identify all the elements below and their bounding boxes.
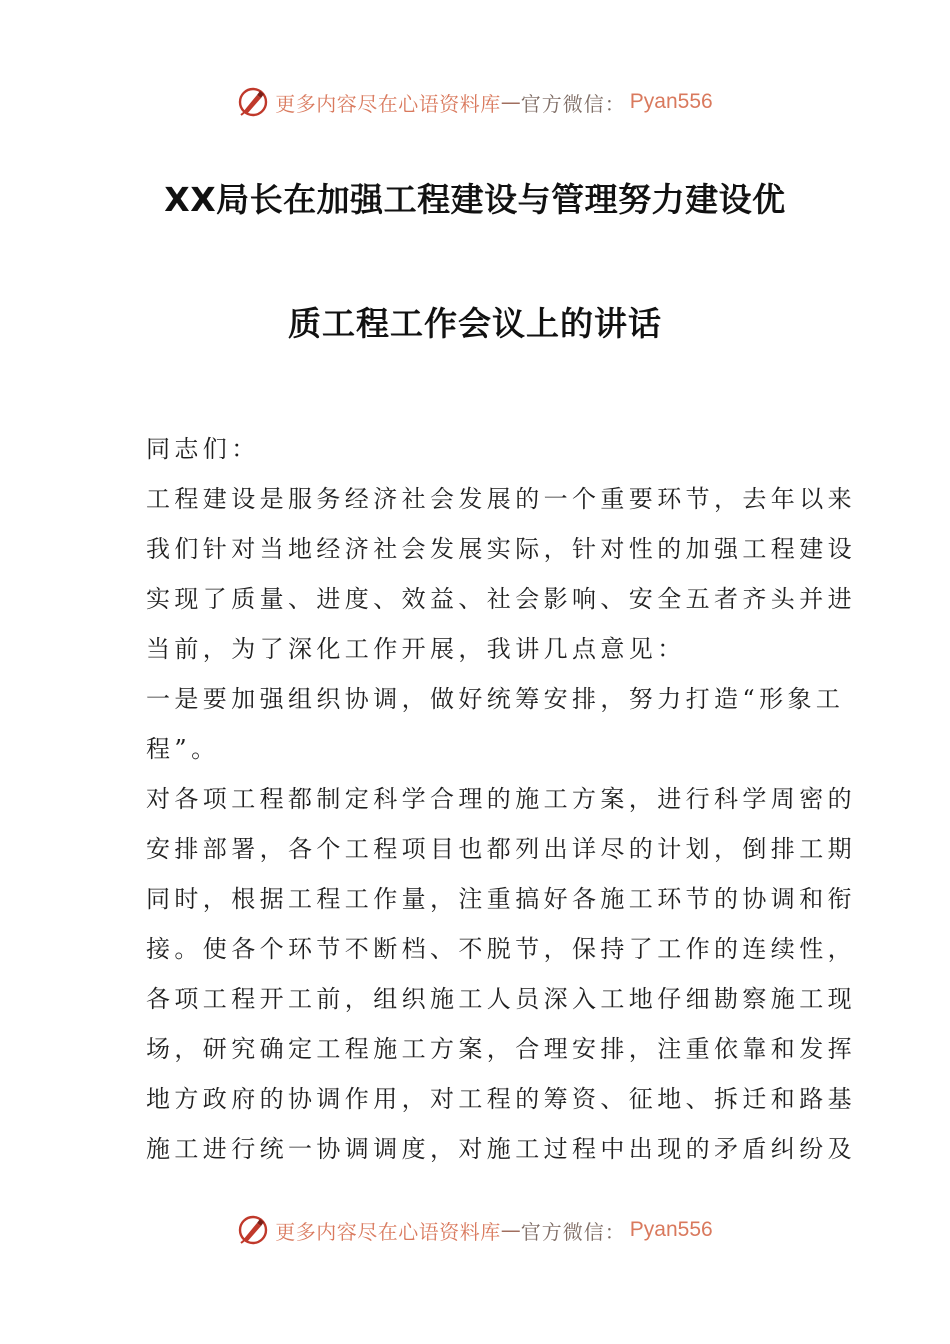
body-line: 各项工程开工前，组织施工人员深入工地仔细勘察施工现 bbox=[146, 985, 856, 1013]
document-title-line-1: XX局长在加强工程建设与管理努力建设优 bbox=[164, 180, 786, 219]
body-line: 实现了质量、进度、效益、社会影响、安全五者齐头并进 bbox=[146, 585, 856, 613]
body-line: 当前，为了深化工作开展，我讲几点意见： bbox=[146, 635, 686, 663]
body-line: 工程建设是服务经济社会发展的一个重要环节，去年以来 bbox=[146, 485, 856, 513]
body-line: 安排部署，各个工程项目也都列出详尽的计划，倒排工期 bbox=[146, 835, 856, 863]
body-line: 接。使各个环节不断档、不脱节，保持了工作的连续性， bbox=[146, 935, 856, 963]
pen-logo-icon bbox=[237, 86, 269, 118]
header-banner bbox=[0, 82, 950, 122]
banner-wechat-id: Pyan556 bbox=[629, 90, 713, 113]
body-line: 同志们： bbox=[146, 435, 260, 463]
banner-separator: — bbox=[500, 1218, 521, 1242]
body-line: 场，研究确定工程施工方案，合理安排，注重依靠和发挥 bbox=[146, 1035, 856, 1063]
body-line: 施工进行统一协调调度，对施工过程中出现的矛盾纠纷及 bbox=[146, 1135, 856, 1163]
body-line: 一是要加强组织协调，做好统筹安排，努力打造“形象工 bbox=[146, 685, 845, 713]
body-line: 同时，根据工程工作量，注重搞好各施工环节的协调和衔 bbox=[146, 885, 856, 913]
pen-logo-icon bbox=[237, 1214, 269, 1246]
document-title-line-2: 质工程工作会议上的讲话 bbox=[288, 304, 662, 343]
banner-site-text: 更多内容尽在心语资料库 bbox=[275, 91, 501, 116]
banner-wechat-id: Pyan556 bbox=[629, 1218, 713, 1241]
body-line: 程”。 bbox=[146, 735, 220, 763]
banner-wechat-label: 官方微信： bbox=[520, 1219, 626, 1244]
banner-site-text: 更多内容尽在心语资料库 bbox=[275, 1219, 501, 1244]
body-line: 对各项工程都制定科学合理的施工方案，进行科学周密的 bbox=[146, 785, 856, 813]
banner-wechat-label: 官方微信： bbox=[520, 91, 626, 116]
body-line: 我们针对当地经济社会发展实际，针对性的加强工程建设 bbox=[146, 535, 856, 563]
document-body bbox=[146, 432, 856, 1182]
body-line: 地方政府的协调作用，对工程的筹资、征地、拆迁和路基 bbox=[146, 1085, 856, 1113]
banner-separator: — bbox=[500, 90, 521, 114]
footer-banner bbox=[0, 1210, 950, 1250]
